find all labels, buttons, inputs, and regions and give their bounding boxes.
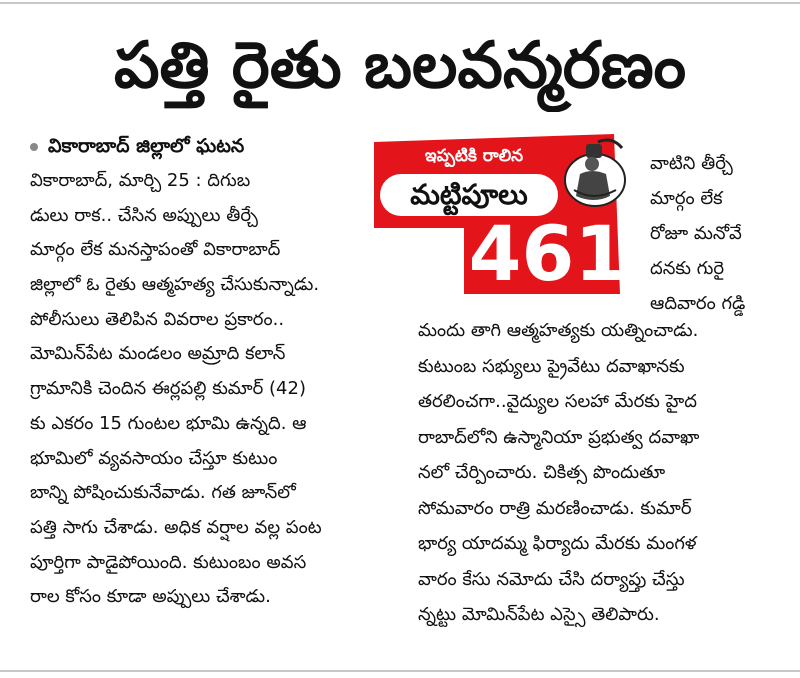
left-line: గ్రామానికి చెందిన ఈర్లపల్లి కుమార్ (42) <box>30 378 306 400</box>
right-bottom-line: సోమవారం రాత్రి మరణించాడు. కుమార్ <box>418 497 692 519</box>
left-line: పోలీసులు తెలిపిన వివరాల ప్రకారం.. <box>30 308 285 330</box>
infographic <box>368 128 640 298</box>
left-line: వికారాబాద్, మార్చి 25 : దిగుబ <box>30 170 251 191</box>
subheading-text: వికారాబాద్ జిల్లాలో ఘటన <box>48 135 245 157</box>
right-bottom-line: మందు తాగి ఆత్మహత్యకు యత్నించాడు. <box>418 320 699 341</box>
infographic-label: మట్టిపూలు <box>380 174 558 216</box>
right-top-line: వాటిని తీర్చే <box>650 153 733 174</box>
right-bottom-line: న్నట్టు మోమిన్‌పేట ఎస్సై తెలిపారు. <box>418 604 660 625</box>
left-body <box>30 164 392 615</box>
left-line: కు ఎకరం 15 గుంటల భూమి ఉన్నది. ఆ <box>30 412 307 434</box>
headline: పత్తి రైతు బలవన్మరణం <box>113 29 687 103</box>
left-line: బాన్ని పోషించుకునేవాడు. గత జూన్‌లో <box>30 482 296 504</box>
right-bottom-line: తరలించగా..వైద్యుల సలహా మేరకు హైద <box>418 391 697 412</box>
bullet-icon <box>30 143 38 151</box>
right-bottom-line: కుటుంబ సభ్యులు ప్రైవేటు దవాఖానకు <box>418 355 685 377</box>
left-column <box>30 132 392 615</box>
left-line: రాల కోసం కూడా అప్పులు చేశాడు. <box>30 586 271 608</box>
left-line: మోమిన్‌పేట మండలం అమ్రాది కలాన్ <box>30 343 286 365</box>
farmer-pesticide-icon <box>558 134 632 212</box>
left-line: భూమిలో వ్యవసాయం చేస్తూ కుటుం <box>30 447 278 469</box>
infographic-number: 461 <box>468 209 628 298</box>
right-top-line: దనకు గురై <box>650 258 725 279</box>
bottom-rule <box>0 670 800 672</box>
right-bottom-line: రాబాద్‌లోని ఉస్మానియా ప్రభుత్వ దవాఖా <box>418 426 700 448</box>
left-line: మార్గం లేక మనస్తాపంతో వికారాబాద్ <box>30 239 281 261</box>
right-top-column <box>650 146 778 321</box>
right-bottom-line: వారం కేసు నమోదు చేసి దర్యాప్తు చేస్తు <box>418 568 685 590</box>
right-bottom-line: భార్య యాదమ్మ ఫిర్యాదు మేరకు మంగళ <box>418 533 697 554</box>
right-bottom-column <box>418 313 780 633</box>
left-line: పూర్తిగా పాడైపోయింది. కుటుంబం అవస <box>30 551 307 573</box>
right-top-line: రోజూ మనోవే <box>650 223 742 244</box>
right-top-line: ఆదివారం గడ్డి <box>650 293 746 314</box>
subheading <box>30 132 392 160</box>
top-rule <box>0 2 800 4</box>
infographic-caption: ఇప్పటికి రాలిన <box>424 146 524 166</box>
right-top-line: మార్గం లేక <box>650 188 723 209</box>
left-line: పత్తి సాగు చేశాడు. అధిక వర్షాల వల్ల పంట <box>30 516 322 538</box>
left-line: జిల్లాలో ఓ రైతు ఆత్మహత్య చేసుకున్నాడు. <box>30 274 320 296</box>
left-line: డులు రాక.. చేసిన అప్పులు తీర్చే <box>30 204 258 226</box>
right-bottom-line: నలో చేర్పించారు. చికిత్స పొందుతూ <box>418 462 666 483</box>
